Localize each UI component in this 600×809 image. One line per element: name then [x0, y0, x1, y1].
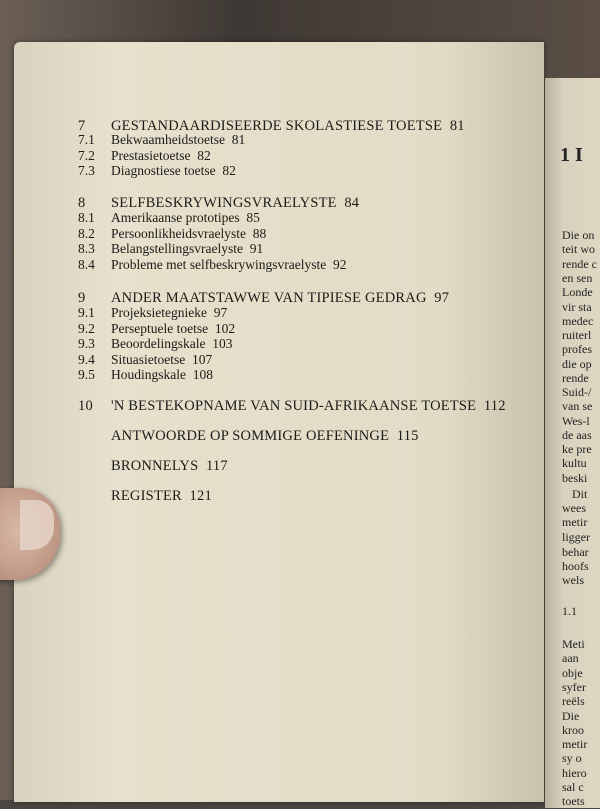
right-page-line: Suid-/ [562, 385, 592, 399]
toc-number: 8.1 [78, 210, 95, 225]
toc-title: Perseptuele toetse 102 [111, 321, 236, 336]
right-page-line: ligger [562, 530, 590, 544]
right-page-line: rende c [562, 257, 597, 271]
right-page-line: die op [562, 357, 592, 371]
right-page-line: teit wo [562, 242, 595, 256]
right-page-line: profes [562, 342, 592, 356]
toc-number: 9 [78, 290, 86, 306]
right-page-line: wees [562, 501, 586, 515]
toc-number: 8.4 [78, 257, 95, 272]
toc-title: Amerikaanse prototipes 85 [111, 210, 260, 225]
toc-title: SELFBESKRYWINGSVRAELYSTE 84 [111, 195, 360, 211]
right-page-line: rende [562, 371, 589, 385]
toc-title: ANTWOORDE OP SOMMIGE OEFENINGE 115 [111, 428, 419, 444]
right-page-line: kroo [562, 723, 584, 737]
toc-page: 88 [252, 226, 267, 241]
toc-number: 9.4 [78, 352, 95, 367]
right-page-line: reëls [562, 694, 585, 708]
toc-number: 8.2 [78, 226, 95, 241]
right-page-line: ke pre [562, 442, 592, 456]
toc-number: 9.2 [78, 321, 95, 336]
toc-page: 85 [246, 210, 260, 225]
toc-title: Persoonlikheidsvraelyste 88 [111, 226, 267, 241]
right-page-line: aan [562, 651, 579, 665]
toc-title: Belangstellingsvraelyste 91 [111, 241, 264, 256]
toc-page: 81 [231, 132, 246, 147]
right-page-line: Dit [572, 487, 588, 501]
right-page-line: metir [562, 515, 588, 529]
toc-page: 97 [434, 290, 450, 306]
toc-number: 9.5 [78, 367, 95, 382]
right-page-line: medec [562, 314, 594, 328]
toc-page: 102 [214, 321, 236, 336]
right-page-line: Wes-l [562, 414, 590, 428]
toc-title: Situasietoetse 107 [111, 352, 213, 367]
toc-page: 108 [192, 367, 213, 382]
toc-number: 8.3 [78, 241, 95, 256]
right-page-line: Die [562, 709, 580, 723]
toc-page: 97 [213, 305, 228, 320]
toc-title: BRONNELYS 117 [111, 458, 228, 474]
toc-number: 7.1 [78, 132, 95, 147]
toc-title: Beoordelingskale 103 [111, 336, 233, 351]
toc-title: ANDER MAATSTAWWE VAN TIPIESE GEDRAG 97 [111, 290, 450, 306]
toc-title: 'N BESTEKOPNAME VAN SUID-AFRIKAANSE TOETSE 112 [111, 398, 506, 414]
right-page-line: behar [562, 545, 589, 559]
right-page-line: en sen [562, 271, 593, 285]
toc-number: 9.3 [78, 336, 95, 351]
toc-title: Probleme met selfbeskrywingsvraelyste 92 [111, 257, 347, 272]
toc-number: 8 [78, 195, 86, 211]
right-page-line: sy o [562, 751, 582, 765]
right-page-heading: 1 I [560, 144, 583, 166]
right-page-line: hiero [562, 766, 587, 780]
right-page-line: van se [562, 399, 593, 413]
right-page-line: Londe [562, 285, 593, 299]
right-page-line: de aas [562, 428, 592, 442]
toc-page: 82 [197, 148, 211, 163]
toc-page: 121 [189, 488, 212, 504]
toc-number: 10 [78, 398, 93, 414]
right-page-line: toets [562, 794, 585, 808]
toc-page: 82 [222, 163, 236, 178]
toc-page: 91 [249, 241, 264, 256]
toc-title: Projeksietegnieke 97 [111, 305, 228, 320]
right-page-line: obje [562, 666, 583, 680]
toc-page: 107 [192, 352, 213, 367]
right-page-line: wels [562, 573, 584, 587]
right-page-line: Meti [562, 637, 585, 651]
right-page-line: vir sta [562, 300, 592, 314]
toc-page: 84 [344, 195, 360, 211]
toc-number: 7.2 [78, 148, 95, 163]
right-page-line: ruiterl [562, 328, 592, 342]
toc-page: 112 [483, 398, 506, 414]
toc-page: 92 [332, 257, 347, 272]
toc-number: 9.1 [78, 305, 95, 320]
toc-title: REGISTER 121 [111, 488, 212, 504]
toc-page: 81 [449, 118, 465, 134]
right-page-line: beski [562, 471, 588, 485]
right-page-line: 1.1 [562, 604, 577, 618]
toc-title: Diagnostiese toetse 82 [111, 163, 236, 178]
right-page-line: kultu [562, 456, 587, 470]
toc-number: 7 [78, 118, 86, 134]
toc-title: Houdingskale 108 [111, 367, 213, 382]
toc-title: GESTANDAARDISEERDE SKOLASTIESE TOETSE 81 [111, 118, 465, 134]
toc-page: 103 [212, 336, 233, 351]
right-page-line: metir [562, 737, 588, 751]
right-page-line: hoofs [562, 559, 589, 573]
toc-title: Bekwaamheidstoetse 81 [111, 132, 246, 147]
toc-page: 115 [396, 428, 419, 444]
toc-page: 117 [206, 458, 228, 474]
right-page-line: sal c [562, 780, 584, 794]
toc-title: Prestasietoetse 82 [111, 148, 211, 163]
right-page-line: syfer [562, 680, 586, 694]
toc-number: 7.3 [78, 163, 95, 178]
right-page-line: Die on [562, 228, 595, 242]
